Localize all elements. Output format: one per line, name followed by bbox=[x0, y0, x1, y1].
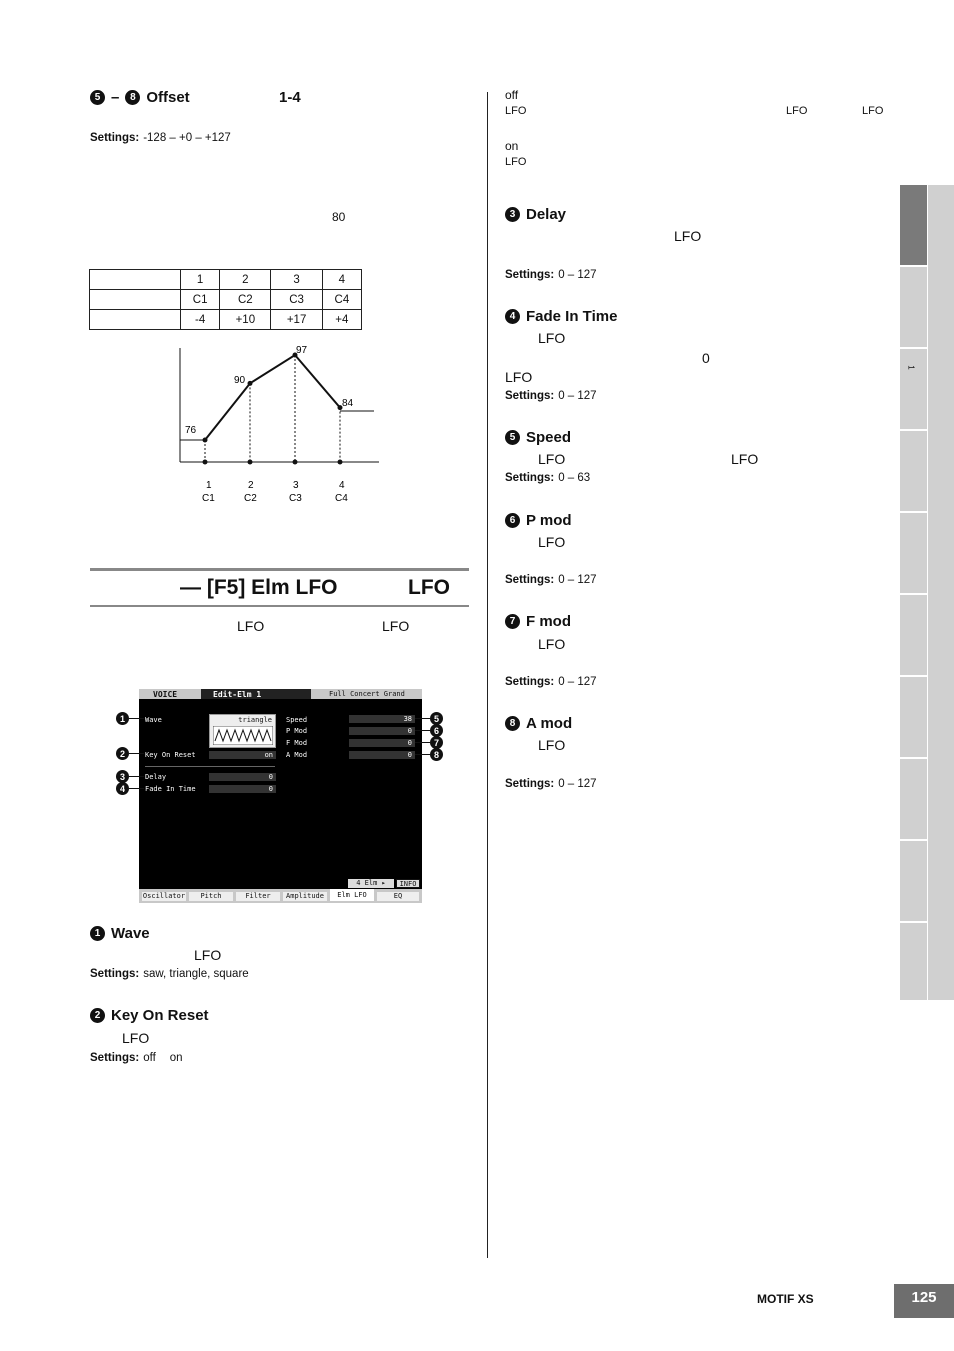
lcd-label-key-on-reset: Key On Reset bbox=[145, 751, 196, 759]
lcd-tab-elm-lfo[interactable]: Elm LFO bbox=[330, 889, 374, 901]
sidebar-tab[interactable] bbox=[900, 431, 927, 511]
speed-body2: LFO bbox=[731, 451, 759, 467]
lcd-tab-amplitude[interactable]: Amplitude bbox=[283, 892, 327, 901]
sidebar-tab[interactable] bbox=[900, 841, 927, 921]
graph-label-97: 97 bbox=[296, 345, 308, 356]
offset-table-cell: C3 bbox=[271, 290, 322, 310]
lcd-tab-eq[interactable]: EQ bbox=[377, 892, 419, 901]
sidebar-tab-active[interactable] bbox=[900, 185, 927, 265]
lcd-delay-field[interactable]: 0 bbox=[209, 773, 276, 781]
lcd-edit: Edit-Elm 1 bbox=[213, 690, 262, 699]
key-on-reset-heading: 2 Key On Reset bbox=[90, 1007, 209, 1024]
delay-heading: 3 Delay bbox=[505, 206, 566, 223]
graph-label-76: 76 bbox=[185, 425, 197, 436]
offset-table-label-cell bbox=[90, 310, 181, 330]
off-lfo-3: LFO bbox=[862, 105, 884, 117]
page-number: 125 bbox=[894, 1284, 954, 1318]
offset-table-cell: +10 bbox=[220, 310, 271, 330]
lcd-tab-oscillator[interactable]: Oscillator bbox=[142, 892, 186, 900]
offset-range: 1-4 bbox=[279, 89, 301, 106]
on-lfo: LFO bbox=[505, 156, 527, 168]
wave-body: LFO bbox=[194, 947, 222, 963]
wave-settings: Settings: saw, triangle, square bbox=[90, 968, 249, 980]
graph-x-4: 4 bbox=[339, 480, 345, 491]
lcd-label-speed: Speed bbox=[286, 716, 308, 724]
delay-settings: Settings: 0 – 127 bbox=[505, 269, 597, 281]
graph-x-3: 3 bbox=[293, 480, 299, 491]
lcd-label-amod: A Mod bbox=[286, 751, 308, 759]
sidebar-tab-1[interactable]: 1 bbox=[900, 349, 927, 429]
offset-table-row bbox=[90, 310, 362, 330]
off-label: off bbox=[505, 88, 519, 102]
offset-value-80: 80 bbox=[332, 210, 346, 224]
lcd-speed-field[interactable]: 38 bbox=[349, 715, 415, 723]
graph-point bbox=[203, 438, 208, 443]
lcd-tab-filter[interactable]: Filter bbox=[236, 892, 280, 901]
graph-axis-point bbox=[338, 460, 343, 465]
section-title-lfo: LFO bbox=[408, 576, 450, 599]
fmod-heading: 7 F mod bbox=[505, 613, 571, 630]
graph-label-90: 90 bbox=[234, 375, 246, 386]
fade-settings: Settings: 0 – 127 bbox=[505, 390, 597, 402]
offset-heading: 5 – 8 Offset bbox=[90, 89, 190, 106]
fade-lfo2: LFO bbox=[505, 369, 533, 385]
offset-table-cell: +4 bbox=[322, 310, 361, 330]
wave-heading: 1 Wave bbox=[90, 925, 150, 942]
offset-table-cell: +17 bbox=[271, 310, 322, 330]
lcd-voice-name: Full Concert Grand bbox=[329, 690, 405, 698]
offset-table-cell: C1 bbox=[181, 290, 220, 310]
lcd-callout-2: 2 bbox=[116, 747, 129, 760]
offset-graph bbox=[170, 340, 385, 510]
section-rule-top bbox=[90, 568, 469, 571]
sidebar-tab[interactable] bbox=[900, 677, 927, 757]
offset-title: Offset bbox=[146, 89, 190, 106]
graph-x-1: 1 bbox=[206, 480, 212, 491]
offset-table-cell: 1 bbox=[181, 270, 220, 290]
graph-note-c3: C3 bbox=[289, 493, 302, 504]
offset-table-cell: 4 bbox=[322, 270, 361, 290]
graph-label-84: 84 bbox=[342, 398, 354, 409]
lcd-tab-pitch[interactable]: Pitch bbox=[189, 892, 233, 901]
graph-point bbox=[248, 381, 253, 386]
offset-table bbox=[89, 269, 362, 330]
offset-table-row bbox=[90, 270, 362, 290]
pmod-body: LFO bbox=[538, 534, 566, 550]
lcd-callout-1: 1 bbox=[116, 712, 129, 725]
fade-body: LFO bbox=[538, 330, 566, 346]
sidebar-tab[interactable] bbox=[900, 923, 927, 1000]
lcd-callout-5: 5 bbox=[430, 712, 443, 725]
lcd-wave-value: triangle bbox=[238, 716, 272, 724]
amod-settings: Settings: 0 – 127 bbox=[505, 778, 597, 790]
off-lfo-1: LFO bbox=[505, 105, 527, 117]
lcd-callout-3: 3 bbox=[116, 770, 129, 783]
off-lfo-2: LFO bbox=[786, 105, 808, 117]
section-rule-bottom bbox=[90, 605, 469, 607]
lcd-info-button[interactable]: INFO bbox=[396, 879, 420, 888]
graph-axis-point bbox=[203, 460, 208, 465]
offset-table-cell: 2 bbox=[220, 270, 271, 290]
section-intro-lfo-a: LFO bbox=[237, 618, 265, 634]
lcd-mode: VOICE bbox=[153, 690, 178, 699]
graph-note-c1: C1 bbox=[202, 493, 215, 504]
triangle-wave-icon bbox=[213, 726, 273, 745]
lcd-callout-8: 8 bbox=[430, 748, 443, 761]
lcd-label-fade-in-time: Fade In Time bbox=[145, 785, 196, 793]
speed-settings: Settings: 0 – 63 bbox=[505, 472, 591, 484]
graph-note-c2: C2 bbox=[244, 493, 257, 504]
footer-product: MOTIF XS bbox=[757, 1292, 814, 1306]
lcd-label-pmod: P Mod bbox=[286, 727, 308, 735]
fade-heading: 4 Fade In Time bbox=[505, 308, 617, 325]
key-on-reset-body: LFO bbox=[122, 1030, 150, 1046]
offset-table-label-cell bbox=[90, 270, 181, 290]
section-title: — [F5] Elm LFO bbox=[180, 576, 338, 599]
fade-zero: 0 bbox=[702, 350, 710, 366]
offset-table-row bbox=[90, 290, 362, 310]
lcd-fmod-field[interactable]: 0 bbox=[349, 739, 415, 747]
sidebar-tab-2[interactable] bbox=[900, 595, 927, 675]
offset-table-label-cell bbox=[90, 290, 181, 310]
lcd-tab-bar bbox=[139, 889, 422, 903]
graph-axis-point bbox=[293, 460, 298, 465]
amod-heading: 8 A mod bbox=[505, 715, 572, 732]
lcd-label-delay: Delay bbox=[145, 773, 167, 781]
pmod-heading: 6 P mod bbox=[505, 512, 572, 529]
column-divider bbox=[487, 92, 488, 1258]
offset-settings: Settings: -128 – +0 – +127 bbox=[90, 132, 231, 144]
lcd-screen bbox=[139, 689, 422, 903]
callout-5: 5 bbox=[90, 90, 105, 105]
graph-x-2: 2 bbox=[248, 480, 254, 491]
speed-heading: 5 Speed bbox=[505, 429, 571, 446]
offset-table-cell: C4 bbox=[322, 290, 361, 310]
lcd-label-fmod: F Mod bbox=[286, 739, 308, 747]
sidebar-tab[interactable] bbox=[900, 759, 927, 839]
lcd-key-on-reset-field[interactable]: on bbox=[209, 751, 276, 759]
lcd-label-wave: Wave bbox=[145, 716, 162, 724]
lcd-wave-box[interactable] bbox=[209, 714, 276, 748]
key-on-reset-settings: Settings: off on bbox=[90, 1052, 183, 1064]
sidebar-tab[interactable] bbox=[900, 267, 927, 347]
fmod-body: LFO bbox=[538, 636, 566, 652]
lcd-callout-7: 7 bbox=[430, 736, 443, 749]
fmod-settings: Settings: 0 – 127 bbox=[505, 676, 597, 688]
chapter-sidebar bbox=[900, 185, 954, 1000]
speed-body: LFO bbox=[538, 451, 566, 467]
graph-axis-point bbox=[248, 460, 253, 465]
section-intro-lfo-b: LFO bbox=[382, 618, 410, 634]
offset-table-cell: 3 bbox=[271, 270, 322, 290]
lcd-amod-field[interactable]: 0 bbox=[349, 751, 415, 759]
offset-table-cell: -4 bbox=[181, 310, 220, 330]
delay-body: LFO bbox=[674, 228, 702, 244]
on-label: on bbox=[505, 139, 519, 153]
callout-8: 8 bbox=[125, 90, 140, 105]
lcd-callout-6: 6 bbox=[430, 724, 443, 737]
graph-note-c4: C4 bbox=[335, 493, 348, 504]
lcd-elm-button[interactable]: 4 Elm ▸ bbox=[348, 879, 394, 888]
lcd-pmod-field[interactable]: 0 bbox=[349, 727, 415, 735]
graph-line bbox=[205, 355, 340, 440]
offset-table-cell: C2 bbox=[220, 290, 271, 310]
pmod-settings: Settings: 0 – 127 bbox=[505, 574, 597, 586]
lcd-callout-4: 4 bbox=[116, 782, 129, 795]
amod-body: LFO bbox=[538, 737, 566, 753]
sidebar-tab[interactable] bbox=[900, 513, 927, 593]
lcd-fade-field[interactable]: 0 bbox=[209, 785, 276, 793]
